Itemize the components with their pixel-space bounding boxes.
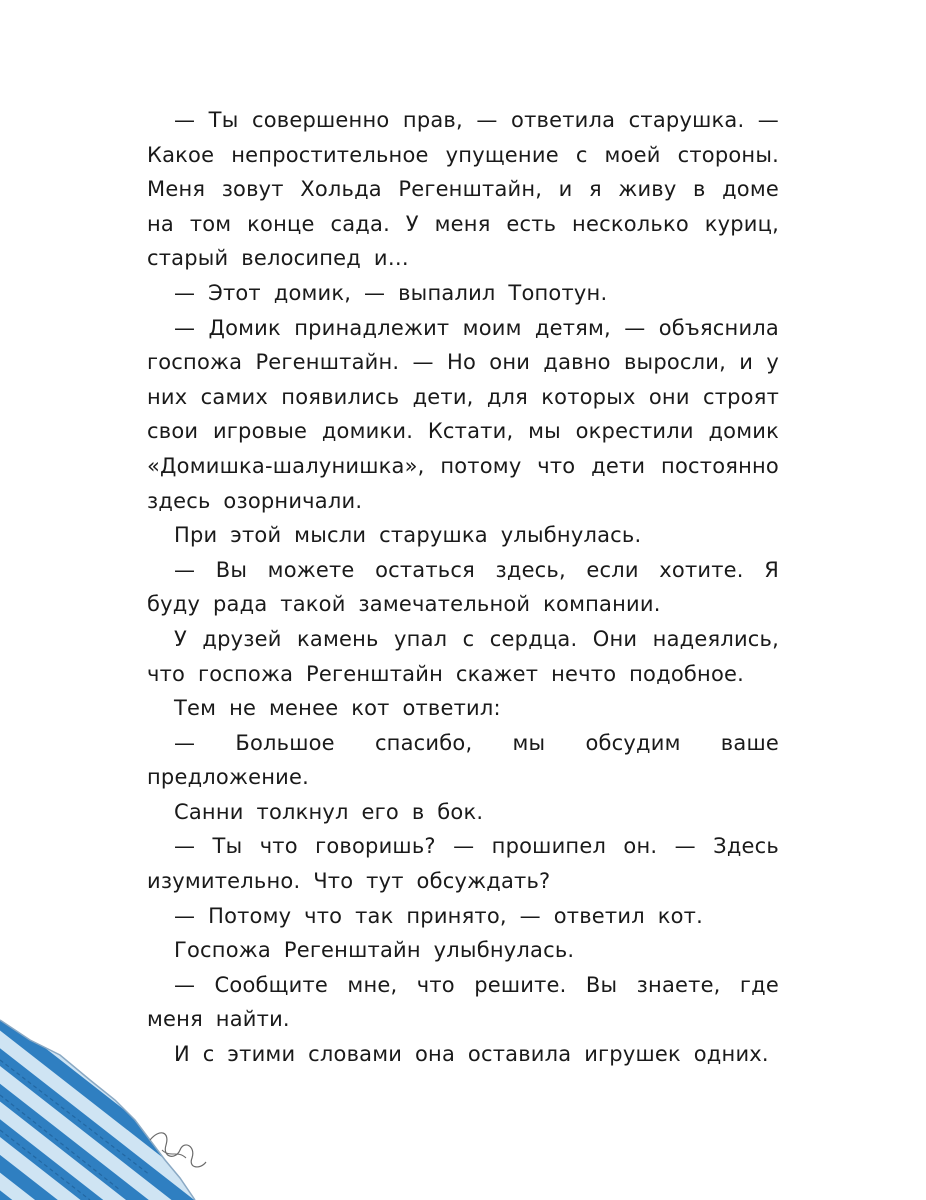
paragraph-6: У друзей камень упал с сердца. Они надеялись, что госпожа Регенштайн скажет нечто подобное. xyxy=(147,626,779,686)
paragraph-7: Тем не менее кот ответил: xyxy=(174,696,501,721)
striped-fabric-icon xyxy=(0,1000,240,1200)
paragraph-12: Госпожа Регенштайн улыбнулась. xyxy=(174,938,575,963)
paragraph-8: — Большое спасибо, мы обсудим ваше предложение. xyxy=(147,730,779,790)
paragraph-9: Санни толкнул его в бок. xyxy=(174,799,484,824)
page-text xyxy=(147,103,779,1072)
paragraph-1: — Ты совершенно прав, — ответила старушка. — Какое непростительное упущение с моей стороны. Меня зовут Хольда Регенштайн, и я живу в доме на том конце сада. У меня есть несколько куриц, старый велосипед и… xyxy=(147,108,779,271)
paragraph-5: — Вы можете остаться здесь, если хотите. Я буду рада такой замечательной компании. xyxy=(147,557,779,617)
paragraph-10: — Ты что говоришь? — прошипел он. — Здесь изумительно. Что тут обсуждать? xyxy=(147,834,779,894)
paragraph-11: — Потому что так принято, — ответил кот. xyxy=(174,903,703,928)
paragraph-14: И с этими словами она оставила игрушек одних. xyxy=(174,1042,769,1067)
paragraph-13: — Сообщите мне, что решите. Вы знаете, где меня найти. xyxy=(147,972,779,1032)
paragraph-4: При этой мысли старушка улыбнулась. xyxy=(174,523,642,548)
paragraph-2: — Этот домик, — выпалил Топотун. xyxy=(174,280,608,305)
paragraph-3: — Домик принадлежит моим детям, — объяснила госпожа Регенштайн. — Но они давно выросли, и у них самих появились дети, для которых они строят свои игровые домики. Кстати, мы окрестили домик «Домишка-шалунишка», потому что дети постоянно здесь озорничали. xyxy=(147,315,779,513)
